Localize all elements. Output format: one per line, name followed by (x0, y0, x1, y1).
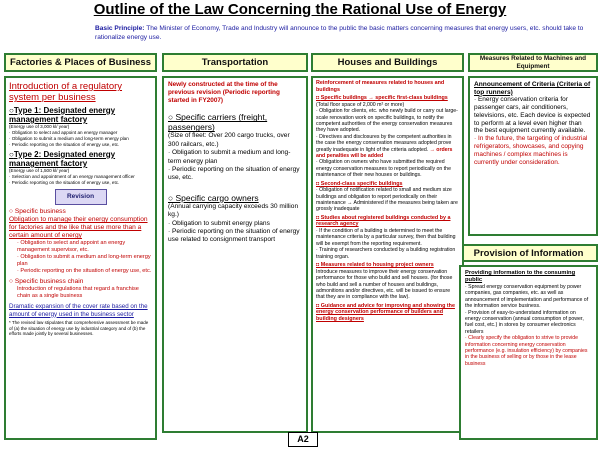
second-class-text: · Obligation of notification related to small and medium size buildings and obligation to report periodically on their maintenance → Administered if the measures being taken are grossly inadequate (316, 187, 458, 213)
intro-regulatory-system: Introduction of a regulatory system per business (9, 81, 123, 103)
header-provision-information: Provision of Information (459, 244, 598, 262)
basic-principle (95, 24, 595, 42)
orders-penalties-note: → orders and penalties will be added (316, 146, 453, 160)
circle-icon: ○ (168, 192, 176, 203)
header-transportation: Transportation (162, 53, 308, 72)
type2-note: · Periodic reporting on the situation of energy use, etc. (9, 180, 120, 185)
consumer-info-red-text: · Clearly specify the obligation to strive to provide information concerning energy conservation performance (e.g. insulation efficiency) by companies in the business of selling or by those in the lease business (465, 335, 588, 367)
type2-heading: ○Type 2: Designated energy management factory (9, 150, 116, 168)
houses-buildings-panel (311, 76, 464, 433)
type2-note: (Energy use of 1,500 kl/ year) (9, 168, 70, 173)
basic-principle-label: Basic Principle: (95, 25, 145, 32)
housing-owners-heading: ◘ Measures related to housing project owners (316, 262, 434, 269)
circle-icon: ○ (9, 208, 15, 215)
circle-icon: ○ (168, 112, 176, 123)
type1-note: · Obligation to select and appoint an energy manager (9, 130, 118, 135)
consumer-info-heading: Providing information to the consuming public (465, 270, 576, 283)
second-class-heading: ◘ Second-class specific buildings (316, 180, 403, 187)
specific-business-intro: Obligation to manage their energy consumption for factories and the like that use more than a certain amount of energy (9, 216, 148, 239)
footnote: * The revised law stipulates that comprehensive assessment be made of (a) the situation of energy use by industrial category and of (b) the efforts made jointly by several businesses. (9, 320, 149, 336)
machines-panel (468, 76, 598, 236)
header-machines-equipment: Measures Related to Machines and Equipment (468, 53, 598, 72)
carriers-heading: ○ Specific carriers (freight, passengers) (168, 112, 268, 133)
specific-business-item: · Obligation to submit a medium and long-term energy plan (17, 254, 151, 267)
transportation-panel (162, 76, 308, 433)
page-number: A2 (288, 432, 318, 447)
basic-principle-text: The Minister of Economy, Trade and Industry will announce to the public the basic matters concerning measures that energy users, etc. should take to rationalize energy use. (95, 25, 584, 41)
registered-buildings-text: · Training of researchers conducted by a building registration training organ. (316, 247, 456, 260)
square-bullet-icon: ◘ (316, 95, 321, 102)
specific-business-heading: ○ Specific business (9, 208, 66, 215)
circle-icon: ○ (9, 106, 14, 115)
future-targets-text: · In the future, the targeting of industrial refrigerators, showcases, and copying machines / complex machines is currently under consideration. (474, 135, 588, 166)
specific-business-item: · Periodic reporting on the situation of energy use, etc. (17, 268, 152, 274)
factories-panel (4, 76, 157, 440)
revision-arrow: Revision (55, 189, 107, 205)
header-houses-buildings: Houses and Buildings (311, 53, 464, 72)
square-bullet-icon: ◘ (316, 302, 321, 309)
cargo-owners-text: · Periodic reporting on the situation of energy use related to consignment transport (168, 228, 300, 244)
specific-buildings-text: · Directives and disclosures by the competent authorities in the case the energy conservation measures adopted prove greatly inadequate in light of the criteria adopted. → orders and penalties will be added (316, 133, 453, 160)
criteria-heading: Announcement of Criteria (Criteria of top runners) (474, 81, 591, 96)
carriers-text: (Size of fleet: Over 200 cargo trucks, over 300 railcars, etc.) (168, 132, 290, 148)
square-bullet-icon: ◘ (316, 262, 321, 269)
specific-buildings-heading: ◘ Specific buildings → specific first-class buildings (316, 95, 448, 102)
circle-icon: ○ (9, 150, 14, 159)
registered-buildings-heading: ◘ Studies about registered buildings conducted by a research agency (316, 214, 451, 228)
registered-buildings-text: · If the condition of a building is determined to meet the maintenance criteria by a particular survey, then that building will be exempt from the reporting requirement. (316, 228, 456, 247)
type2-note: · Selection and appointment of an energy management officer (9, 174, 135, 179)
cargo-owners-heading: ○ Specific cargo owners (168, 192, 259, 203)
cover-rate-expansion: Dramatic expansion of the cover rate based on the amount of energy used in the business sector (9, 303, 148, 318)
carriers-text: · Periodic reporting on the situation of energy use, etc. (168, 166, 300, 182)
reinforcement-heading: Reinforcement of measures related to houses and buildings (316, 80, 445, 93)
provision-panel (459, 265, 598, 440)
previous-revision-note: Newly constructed at the time of the previous revision (Periodic reporting started in FY2007) (168, 81, 280, 104)
cargo-owners-text: · Obligation to submit energy plans (168, 219, 270, 227)
specific-buildings-text: · Obligation for clients, etc. who newly build or carry out large-scale renovation work on specific buildings, to notify the competent authorities of the energy conservation measures they have adopted. (316, 108, 458, 134)
guidance-heading: ◘ Guidance and advice for improving and showing the energy conservation performance of builders and building designers (316, 302, 455, 322)
carriers-text: · Obligation to submit a medium and long-term energy plan (168, 149, 291, 165)
square-bullet-icon: ◘ (316, 180, 321, 187)
specific-chain-heading: ○ Specific business chain (9, 278, 84, 285)
cargo-owners-text: (Annual carrying capacity exceeds 30 million kg.) (168, 202, 299, 219)
type1-note: · Periodic reporting on the situation of energy use, etc. (9, 142, 120, 147)
specific-buildings-text: · Obligation on owners who have submitted the required energy conservation measures to report periodically on the maintenance of their new houses or buildings. (316, 159, 451, 179)
specific-chain-text: Introduction of regulations that regard a franchise chain as a single business (17, 286, 139, 299)
circle-icon: ○ (9, 278, 15, 285)
criteria-text: · Energy conservation criteria for passenger cars, air conditioners, televisions, etc. Each device is expected to perform at a level even higher than the best equipment currently available. (474, 96, 591, 135)
housing-owners-text: Introduce measures to improve their energy conservation performance for those who build and sell houses. (for those who build and sell a number of houses and buildings, admonitions and/or directives, etc. will be issued to ensure that they are in compliance with the law). (316, 268, 453, 301)
type1-heading: ○Type 1: Designated energy management factory (9, 106, 116, 124)
header-factories: Factories & Places of Business (4, 53, 157, 72)
consumer-info-text: · Spread energy conservation equipment by power companies, gas companies, etc. as well as announcement of implementation and performance of the information service business. (465, 284, 589, 310)
page-title: Outline of the Law Concerning the Rational Use of Energy (93, 1, 507, 18)
type1-note: · Obligation to submit a medium and long-term energy plan (9, 136, 129, 141)
specific-business-item: · Obligation to select and appoint an energy management supervisor, etc. (17, 240, 126, 253)
type1-note: (Energy use of 3,000 kl/ year) (9, 124, 70, 129)
square-bullet-icon: ◘ (316, 214, 321, 221)
specific-buildings-text: (Total floor space of 2,000 m² or more) (316, 101, 405, 108)
consumer-info-text: · Provision of easy-to-understand information on energy conservation (annual consumption of power, fuel cost, etc.) in stores by consumer electronics retailers (465, 309, 584, 335)
